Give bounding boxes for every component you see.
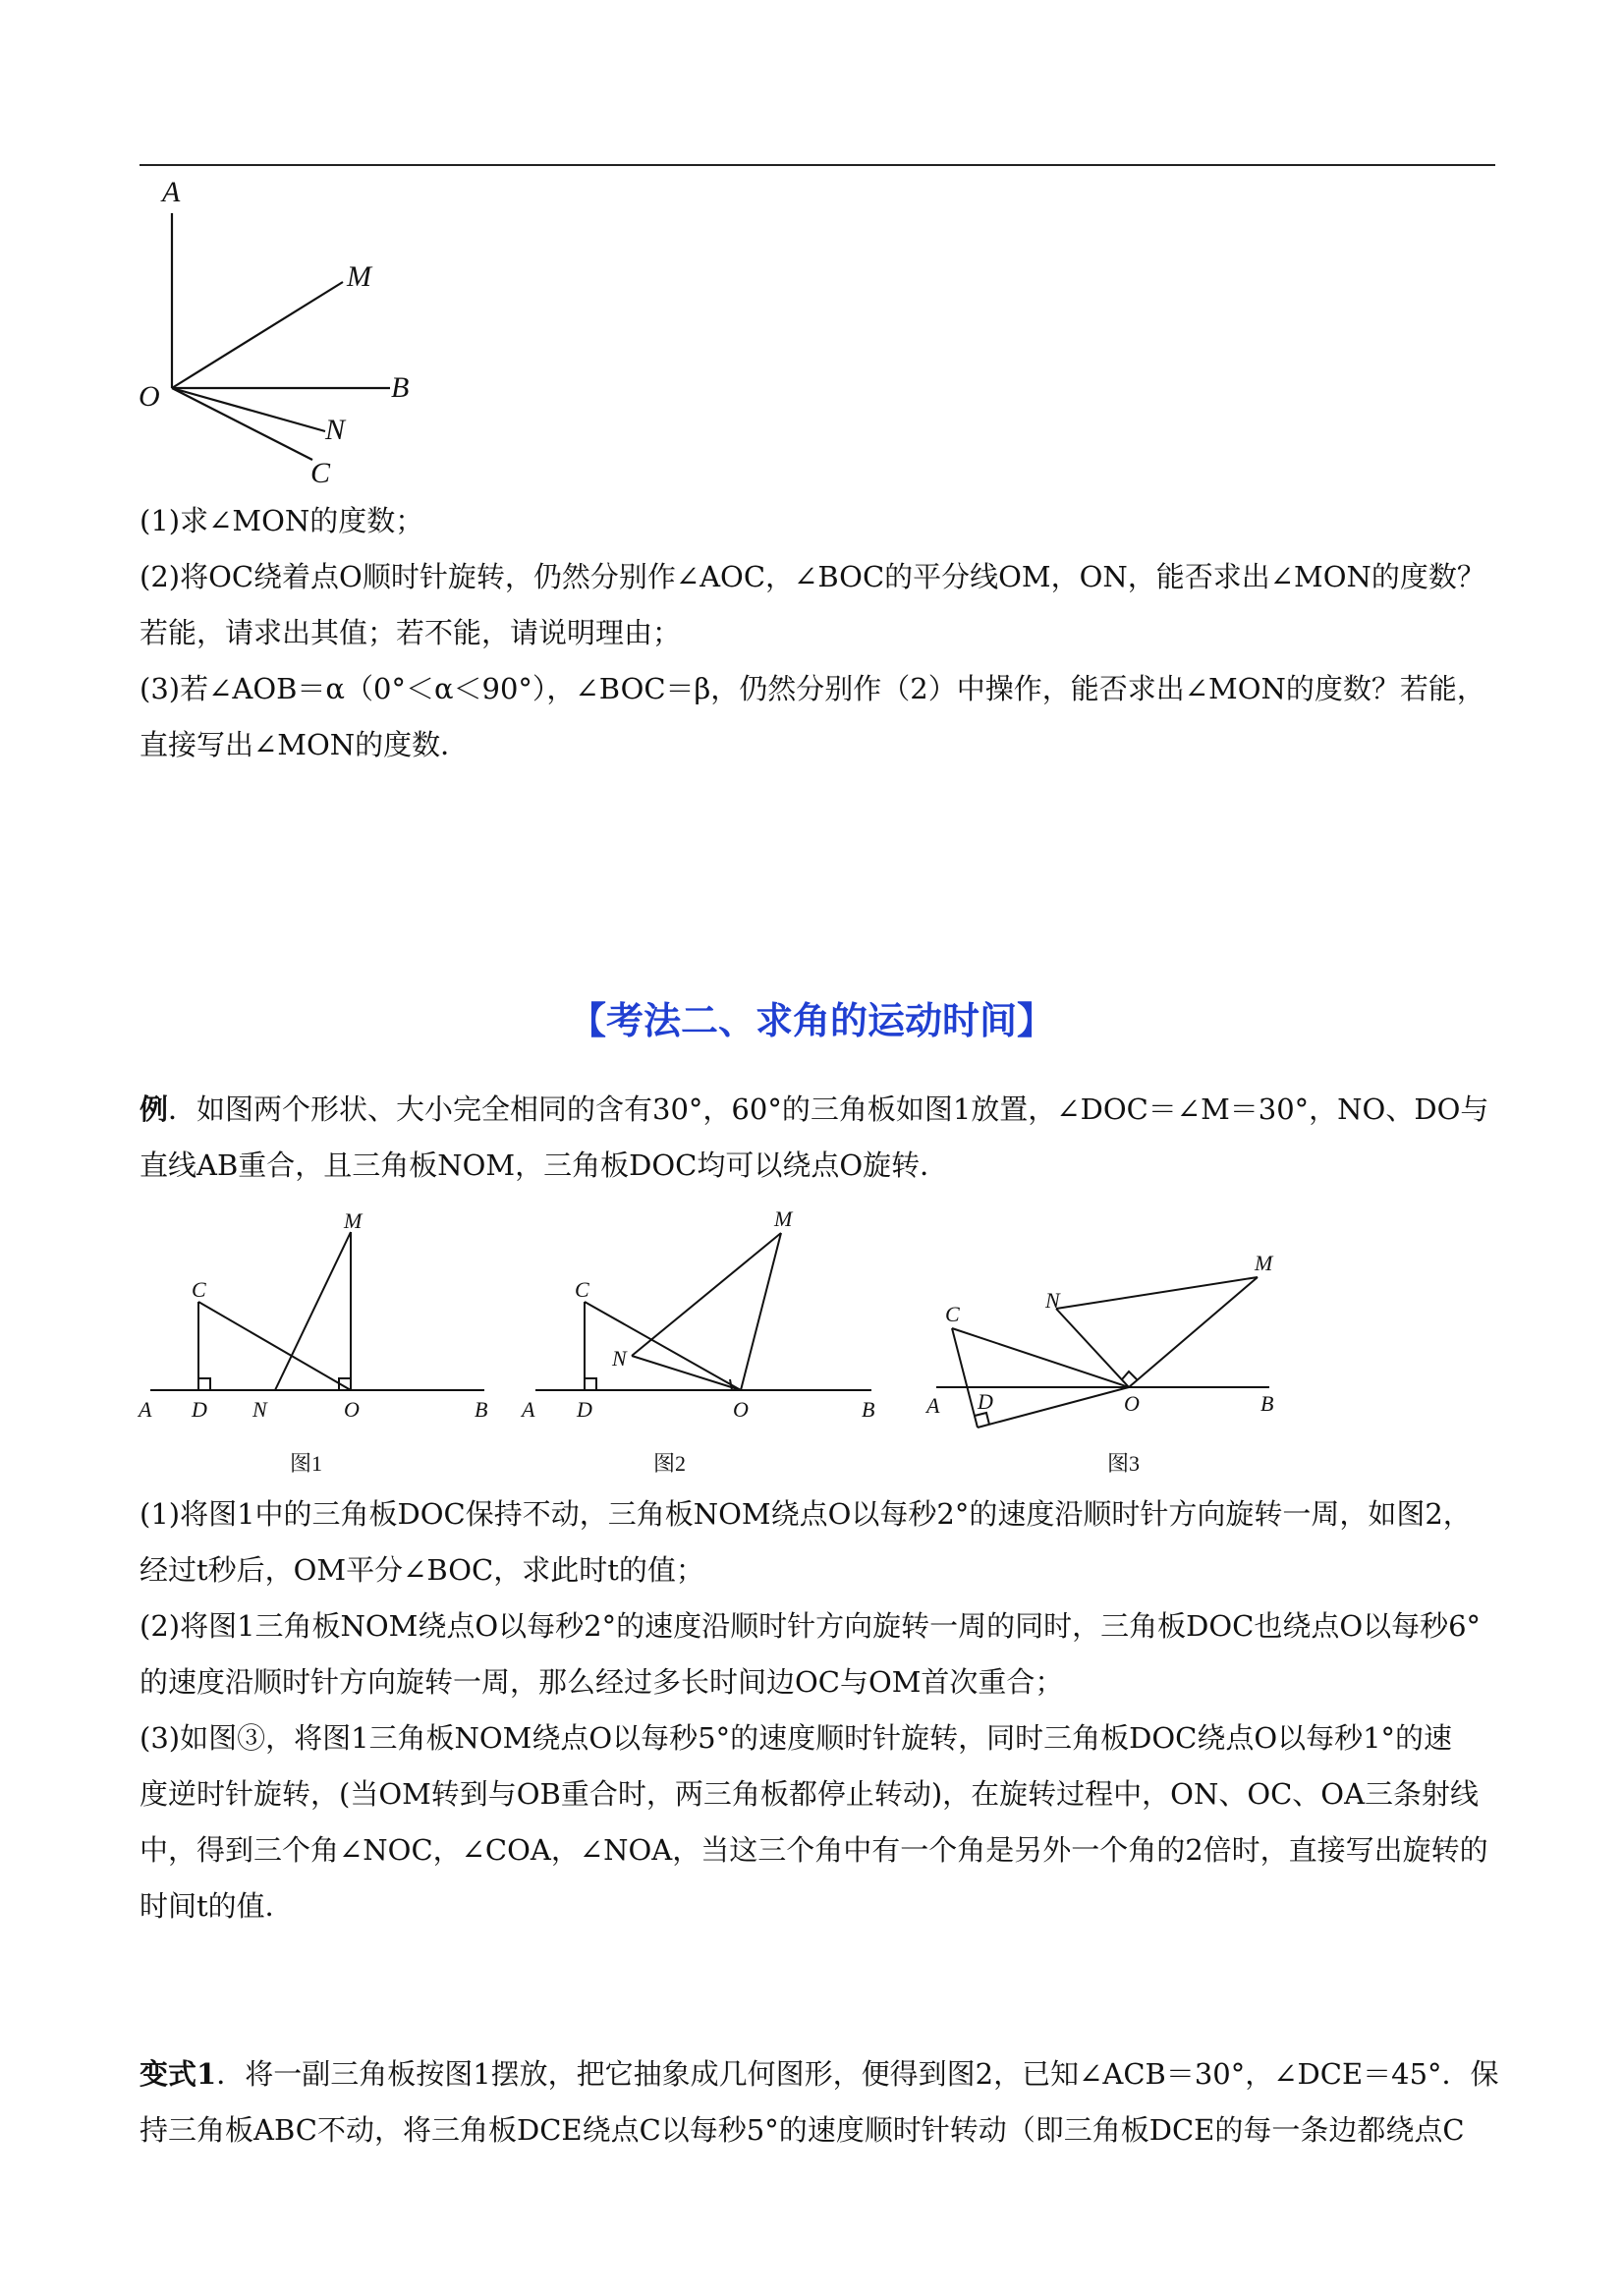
- ray-om: [172, 282, 343, 388]
- figure-3: [919, 1199, 1302, 1493]
- problem1-questions: [140, 493, 1500, 773]
- segment-nm: [275, 1232, 351, 1390]
- example-q2-line1: (2)将图1三角板NOM绕点O以每秒2°的速度沿顺时针方向旋转一周的同时，三角板DOC也绕点O以每秒6°: [140, 1609, 1482, 1643]
- ray-on: [172, 388, 325, 431]
- fig1-label-o: O: [344, 1397, 360, 1422]
- label-n: N: [325, 414, 346, 446]
- fig2-label-o: O: [733, 1397, 749, 1422]
- fig3-label-d: D: [978, 1389, 993, 1414]
- fig3-label-a: A: [926, 1393, 940, 1418]
- label-a: A: [162, 176, 181, 208]
- fig3-label-o: O: [1124, 1391, 1140, 1416]
- ray-oc: [172, 388, 312, 460]
- fig3-label-n: N: [1045, 1288, 1060, 1313]
- fig3-label-m: M: [1255, 1251, 1273, 1275]
- segment-do: [978, 1387, 1129, 1428]
- problem1-q2-line2: 若能，请求出其值；若不能，请说明理由；: [140, 616, 682, 649]
- label-o: O: [139, 380, 160, 413]
- example-q1-line2: 经过t秒后，OM平分∠BOC，求此时t的值；: [140, 1553, 704, 1587]
- section-heading: 【考法二、求角的运动时间】: [568, 999, 1054, 1042]
- fig2-caption: 图2: [653, 1451, 687, 1476]
- variant-1: [140, 2046, 1500, 2158]
- fig1-label-c: C: [192, 1277, 206, 1302]
- fig2-label-d: D: [577, 1397, 592, 1422]
- segment-co: [585, 1302, 741, 1390]
- right-angle-d: [585, 1378, 596, 1390]
- example-line1-text: ．如图两个形状、大小完全相同的含有30°，60°的三角板如图1放置，∠DOC＝∠M＝30°，NO、DO与: [168, 1092, 1489, 1126]
- fig1-label-m: M: [344, 1208, 363, 1233]
- example-questions: [140, 1486, 1500, 1934]
- fig2-label-c: C: [575, 1277, 589, 1302]
- variant-line1-text: ．将一副三角板按图1摆放，把它抽象成几何图形，便得到图2，已知∠ACB＝30°，∠DCE＝45°．保: [216, 2057, 1499, 2091]
- fig1-caption: 图1: [290, 1451, 323, 1476]
- header-rule: [140, 164, 1495, 166]
- example-line1: [140, 1082, 1500, 1138]
- right-angle-o: [1122, 1372, 1137, 1379]
- example-q3-line3: 中，得到三个角∠NOC，∠COA，∠NOA，当这三个角中有一个角是另外一个角的2倍时，直接写出旋转的: [140, 1833, 1488, 1867]
- problem1-q3-line1: (3)若∠AOB＝α（0°＜α＜90°），∠BOC＝β，仍然分别作（2）中操作，能否求出∠MON的度数？若能，: [140, 672, 1485, 705]
- fig2-label-n: N: [612, 1346, 627, 1371]
- label-c: C: [310, 457, 331, 489]
- figure-1: [133, 1199, 496, 1493]
- fig1-label-a: A: [139, 1397, 152, 1422]
- fig3-caption: 图3: [1107, 1451, 1141, 1476]
- example-q2-line2: 的速度沿顺时针方向旋转一周，那么经过多长时间边OC与OM首次重合；: [140, 1665, 1064, 1699]
- example-label: 例: [140, 1092, 169, 1126]
- example-q3-line2: 度逆时针旋转，(当OM转到与OB重合时，两三角板都停止转动)，在旋转过程中，ON、OC、OA三条射线: [140, 1777, 1480, 1811]
- right-angle-d: [198, 1378, 210, 1390]
- fig2-label-a: A: [522, 1397, 535, 1422]
- problem1-q2-line1: (2)将OC绕着点O顺时针旋转，仍然分别作∠AOC，∠BOC的平分线OM，ON，能否求出∠MON的度数？: [140, 560, 1485, 593]
- label-m: M: [347, 260, 371, 293]
- fig1-label-d: D: [192, 1397, 207, 1422]
- segment-co: [198, 1302, 351, 1390]
- example-line2: 直线AB重合，且三角板NOM，三角板DOC均可以绕点O旋转．: [140, 1148, 949, 1182]
- example-intro: [140, 1082, 1500, 1194]
- segment-nm: [632, 1233, 781, 1356]
- fig1-label-b: B: [475, 1397, 488, 1422]
- variant-line1: [140, 2046, 1500, 2102]
- problem1-q1: (1)求∠MON的度数；: [140, 504, 424, 537]
- fig2-label-b: B: [862, 1397, 875, 1422]
- figure-2: [516, 1199, 899, 1493]
- segment-no: [632, 1356, 741, 1390]
- segment-om: [741, 1233, 781, 1390]
- example-q1-line1: (1)将图1中的三角板DOC保持不动，三角板NOM绕点O以每秒2°的速度沿顺时针方向旋转一周，如图2，: [140, 1497, 1472, 1531]
- fig3-label-b: B: [1260, 1391, 1274, 1416]
- fig1-label-n: N: [252, 1397, 267, 1422]
- fig2-label-m: M: [774, 1206, 793, 1231]
- variant-label: 变式1: [140, 2057, 217, 2091]
- problem1-q3-line2: 直接写出∠MON的度数．: [140, 728, 470, 761]
- variant-line2: 持三角板ABC不动，将三角板DCE绕点C以每秒5°的速度顺时针转动（即三角板DCE的每一条边都绕点C: [140, 2113, 1465, 2147]
- figure-rays-om-on: [133, 172, 467, 496]
- segment-cd: [952, 1328, 978, 1428]
- example-q3-line4: 时间t的值．: [140, 1889, 294, 1923]
- fig3-label-c: C: [945, 1302, 960, 1326]
- example-q3-line1: (3)如图③，将图1三角板NOM绕点O以每秒5°的速度顺时针旋转，同时三角板DOC绕点O以每秒1°的速: [140, 1721, 1453, 1755]
- label-b: B: [391, 371, 410, 404]
